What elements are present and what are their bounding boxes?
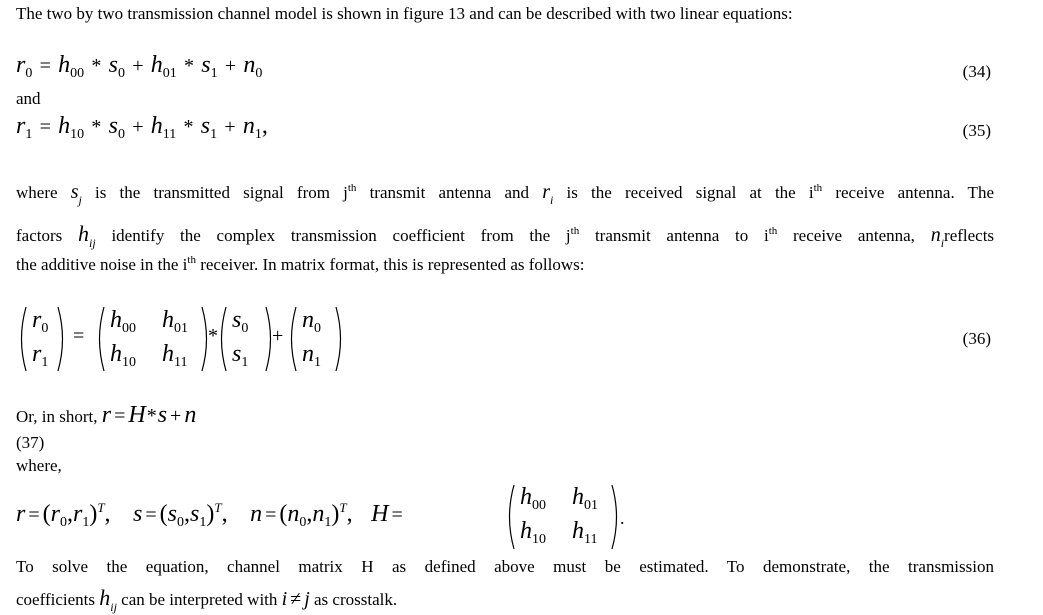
short-form: Or, in short, r = H*s + n: [16, 402, 197, 428]
final-line-2: coefficients $h_{ij}$ can be interpreted with i ≠ j as crosstalk.: [16, 585, 398, 614]
intro-text: The two by two transmission channel model is shown in figure 13 and can be described with two linear equations:: [16, 4, 793, 23]
equation-36: $r_0$ $r_1$ = $h_{00}$ $h_{01}$ $h_{10}$ $h_{11}$ * $s_0$ $s_1$ + $n_0$ $n_1$: [16, 303, 356, 375]
and-text: and: [16, 89, 41, 108]
equation-number-37: (37): [16, 433, 45, 452]
para-line-1: where $s_j$ is the transmitted signal from $j^{th}$ transmit antenna and $r_i$ is the received signal at the $i^{th}$ receive antenna. The: [16, 181, 994, 207]
equation-34: $r_0 = h_{00} * s_0 + h_{01} * s_1 + n_0$: [16, 52, 263, 81]
equation-35: $r_1 = h_{10} * s_0 + h_{11} * s_1 + n_1$,: [16, 113, 268, 142]
para-line-3: the additive noise in the $i^{th}$ receiver. In matrix format, this is represented as follows:: [16, 254, 585, 274]
equation-number-34: (34): [962, 62, 991, 81]
h-matrix: $h_{00}$ $h_{01}$ $h_{10}$ $h_{11}$ .: [504, 482, 634, 552]
definitions: $r = (r_0,r_1)^T$, $s = (s_0,s_1)^T$, $n = (n_0,n_1)^T$, H =: [16, 500, 403, 530]
equation-number-36: (36): [962, 329, 991, 348]
equation-number-35: (35): [962, 121, 991, 140]
final-line-1: To solve the equation, channel matrix H as defined above must be estimated. To demonstrate, the transmission: [16, 557, 994, 576]
where-text: where,: [16, 456, 62, 475]
para-line-2: factors $h_{ij}$ identify the complex transmission coefficient from the $j^{th}$ transmit antenna to $i^{th}$ receive antenna, $n_ireflects$: [16, 221, 995, 250]
